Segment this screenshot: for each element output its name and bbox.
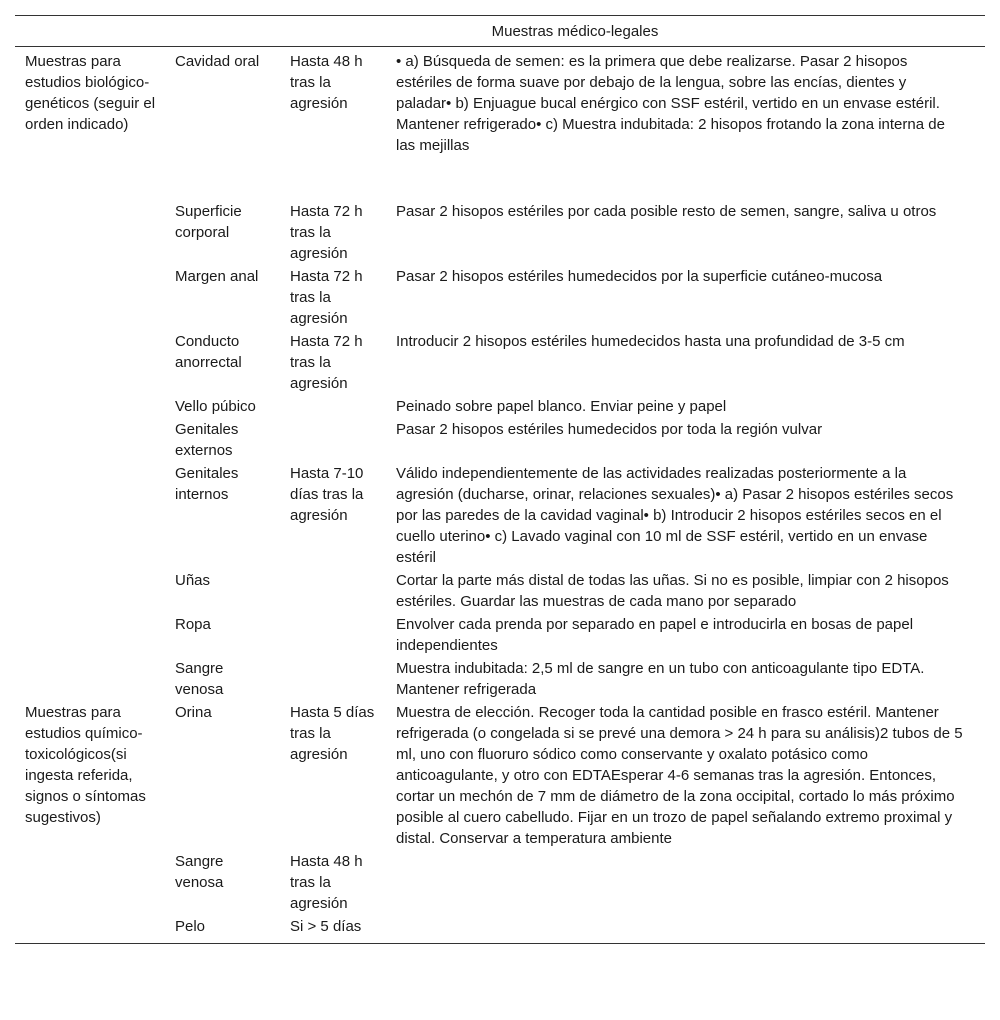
description-cell: Pasar 2 hisopos estériles humedecidos por la superficie cutáneo-mucosa bbox=[396, 268, 883, 285]
time-cell: Si > 5 días bbox=[290, 918, 362, 935]
sample-cell: Pelo bbox=[175, 918, 206, 935]
sample-cell: Uñas bbox=[175, 572, 211, 589]
description-cell: Válido independientemente de las actividades realizadas posteriormente a la agresión (ducharse, orinar, relaciones sexuales)• a) Pasar 2 hisopos estériles secos por las paredes de la cavidad vaginal• b) Introducir 2 hisopos estériles secos en el cuello uterino• c) Lavado vaginal con 10 ml de SSF estéril, vertido en un envase estéril bbox=[396, 465, 954, 566]
time-cell: Hasta 72 h tras la agresión bbox=[290, 268, 363, 327]
sample-cell: Margen anal bbox=[175, 268, 259, 285]
sample-cell: Sangre venosa bbox=[175, 853, 224, 891]
description-cell: Muestra de elección. Recoger toda la cantidad posible en frasco estéril. Mantener refrigerada (o congelada si se prevé una demora > 24 h para su análisis)2 tubos de 5 ml, uno con fluoruro sódico como conservante y oxalato potásico como anticoagulante, y otro con EDTAEsperar 4-6 semanas tras la agresión. Entonces, cortar un mechón de 7 mm de diámetro de la zona occipital, cortado lo más próximo posible al cuero cabelludo. Fijar en un trozo de papel señalando extremo proximal y distal. Conservar a temperatura ambiente bbox=[396, 704, 963, 847]
description-cell bbox=[386, 915, 985, 944]
description-cell: Introducir 2 hisopos estériles humedecidos hasta una profundidad de 3-5 cm bbox=[396, 333, 905, 350]
time-cell bbox=[280, 657, 386, 701]
description-cell: Cortar la parte más distal de todas las uñas. Si no es posible, limpiar con 2 hisopos estériles. Guardar las muestras de cada mano por separado bbox=[396, 572, 949, 610]
medico-legal-samples-table bbox=[15, 15, 985, 944]
sample-cell: Ropa bbox=[175, 616, 211, 633]
sample-cell: Vello púbico bbox=[175, 398, 256, 415]
table-title: Muestras médico-legales bbox=[165, 16, 985, 47]
description-cell: Peinado sobre papel blanco. Enviar peine y papel bbox=[396, 398, 727, 415]
time-cell: Hasta 7-10 días tras la agresión bbox=[290, 465, 364, 524]
category-cell: Muestras para estudios biológico-genéticos (seguir el orden indicado) bbox=[25, 53, 156, 133]
time-cell bbox=[280, 395, 386, 418]
description-cell bbox=[386, 850, 985, 915]
time-cell: Hasta 48 h tras la agresión bbox=[290, 53, 363, 112]
time-cell: Hasta 5 días tras la agresión bbox=[290, 704, 375, 763]
description-cell: Pasar 2 hisopos estériles humedecidos por toda la región vulvar bbox=[396, 421, 823, 438]
time-cell: Hasta 48 h tras la agresión bbox=[290, 853, 363, 912]
sample-cell: Superficie corporal bbox=[175, 203, 242, 241]
sample-cell: Cavidad oral bbox=[175, 53, 260, 70]
category-cell: Muestras para estudios químico-toxicológicos(si ingesta referida, signos o síntomas sugestivos) bbox=[25, 704, 146, 826]
time-cell bbox=[280, 613, 386, 657]
description-cell: Muestra indubitada: 2,5 ml de sangre en un tubo con anticoagulante tipo EDTA. Mantener refrigerada bbox=[396, 660, 925, 698]
medico-legal-table-container bbox=[15, 15, 985, 944]
table-row bbox=[15, 701, 985, 850]
sample-cell: Genitales externos bbox=[175, 421, 239, 459]
sample-cell: Genitales internos bbox=[175, 465, 239, 503]
sample-cell: Sangre venosa bbox=[175, 660, 224, 698]
description-cell: Envolver cada prenda por separado en papel e introducirla en bosas de papel independientes bbox=[396, 616, 914, 654]
time-cell: Hasta 72 h tras la agresión bbox=[290, 203, 363, 262]
description-cell: Pasar 2 hisopos estériles por cada posible resto de semen, sangre, saliva u otros bbox=[396, 203, 937, 220]
table-header-row bbox=[15, 16, 985, 47]
time-cell bbox=[280, 418, 386, 462]
time-cell: Hasta 72 h tras la agresión bbox=[290, 333, 363, 392]
description-cell: • a) Búsqueda de semen: es la primera que debe realizarse. Pasar 2 hisopos estériles de forma suave por debajo de la lengua, sobre las encías, dientes y paladar• b) Enjuague bucal enérgico con SSF estéril, vertido en un envase estéril. Mantener refrigerado• c) Muestra indubitada: 2 hisopos frotando la zona interna de las mejillas bbox=[396, 53, 945, 154]
sample-cell: Conducto anorrectal bbox=[175, 333, 242, 371]
sample-cell: Orina bbox=[175, 704, 212, 721]
table-row bbox=[15, 47, 985, 201]
time-cell bbox=[280, 569, 386, 613]
